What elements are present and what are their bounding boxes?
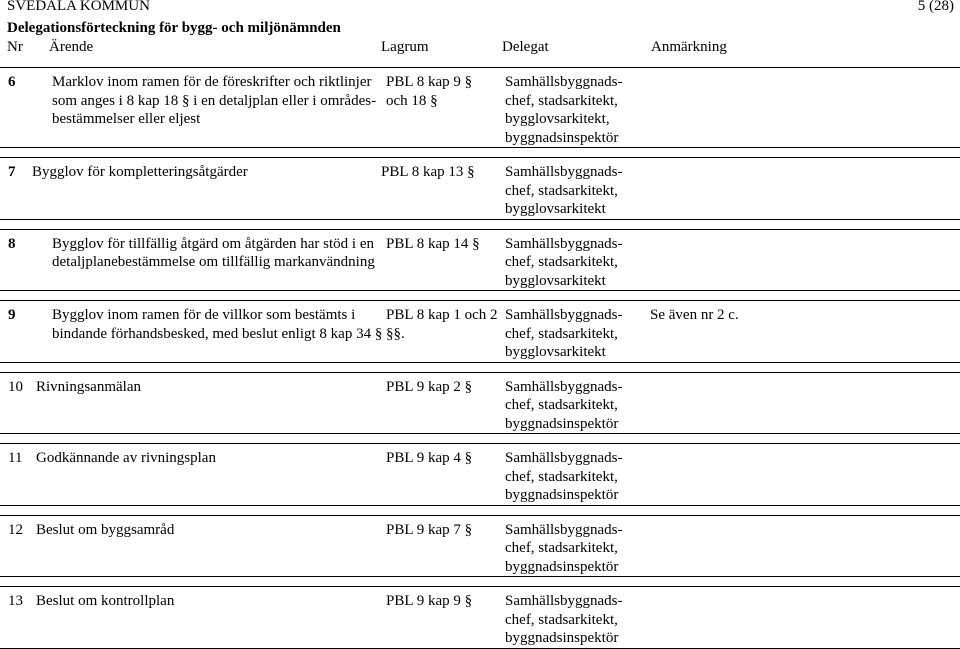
cell-nr-line: 9 bbox=[8, 307, 16, 323]
cell-delegat-line: chef, stadsarkitekt, bbox=[505, 92, 618, 109]
cell-arende-line: detaljplanebestämmelse om tillfällig markanvändning bbox=[52, 254, 375, 270]
cell-delegat-line: chef, stadsarkitekt, bbox=[505, 611, 618, 628]
cell-arende-line: Bygglov för kompletteringsåtgärder bbox=[32, 164, 248, 180]
row-spacer bbox=[0, 434, 960, 444]
column-header-lagrum: Lagrum bbox=[381, 39, 429, 55]
cell-lagrum-line: §§. bbox=[386, 325, 405, 342]
cell-arende bbox=[36, 372, 370, 434]
cell-nr-line: 10 bbox=[8, 378, 23, 395]
cell-delegat-line: chef, stadsarkitekt, bbox=[505, 325, 618, 342]
organization-name: SVEDALA KOMMUN bbox=[7, 0, 150, 14]
row-spacer bbox=[0, 362, 960, 372]
cell-delegat-line: chef, stadsarkitekt, bbox=[505, 397, 618, 413]
cell-delegat-line: byggnadsinspektör bbox=[505, 630, 619, 646]
row-spacer bbox=[0, 291, 960, 301]
cell-nr bbox=[8, 229, 52, 291]
cell-delegat-line: Samhällsbyggnads- bbox=[505, 593, 623, 609]
cell-nr-line: 11 bbox=[8, 450, 23, 466]
cell-delegat-line: chef, stadsarkitekt, bbox=[505, 254, 618, 270]
cell-delegat bbox=[505, 301, 650, 363]
row-margin bbox=[0, 372, 8, 434]
cell-arende bbox=[36, 587, 370, 649]
cell-arende bbox=[36, 444, 370, 506]
cell-arende bbox=[32, 158, 366, 220]
cell-anmarkning bbox=[650, 158, 960, 220]
cell-arende-line: Godkännande av rivningsplan bbox=[36, 450, 216, 466]
cell-delegat-line: bygglovsarkitekt, bbox=[505, 111, 610, 127]
cell-arende-line: Bygglov för tillfällig åtgärd om åtgärden har stöd i en bbox=[52, 235, 375, 252]
document-title: Delegationsförteckning för bygg- och miljönämnden bbox=[7, 20, 341, 36]
row-spacer bbox=[0, 219, 960, 229]
cell-lagrum bbox=[386, 515, 505, 577]
cell-arende-line: som anges i 8 kap 18 § i en detaljplan eller i områdes- bbox=[52, 92, 377, 109]
cell-arende bbox=[52, 68, 386, 148]
column-header-nr: Nr bbox=[7, 39, 23, 55]
cell-lagrum bbox=[386, 372, 505, 434]
cell-delegat bbox=[505, 372, 650, 434]
cell-delegat-line: chef, stadsarkitekt, bbox=[505, 540, 618, 556]
cell-nr-line: 7 bbox=[8, 164, 16, 180]
cell-lagrum bbox=[386, 68, 505, 148]
cell-anmarkning bbox=[650, 587, 960, 649]
cell-lagrum-line: PBL 9 kap 9 § bbox=[386, 593, 473, 609]
cell-delegat-line: byggnadsinspektör bbox=[505, 558, 619, 575]
delegation-table bbox=[0, 67, 960, 649]
cell-lagrum-line: PBL 8 kap 13 § bbox=[381, 164, 475, 180]
cell-lagrum bbox=[386, 229, 505, 291]
cell-delegat-line: byggnadsinspektör bbox=[505, 415, 619, 432]
cell-lagrum bbox=[386, 301, 505, 363]
cell-lagrum-line: PBL 8 kap 1 och 2 bbox=[386, 307, 498, 323]
row-margin bbox=[0, 229, 8, 291]
cell-delegat-line: chef, stadsarkitekt, bbox=[505, 182, 618, 199]
cell-delegat-line: bygglovsarkitekt bbox=[505, 344, 606, 360]
table-row bbox=[0, 68, 960, 148]
cell-nr-line: 12 bbox=[8, 521, 23, 538]
cell-lagrum-line: PBL 9 kap 7 § bbox=[386, 521, 473, 538]
cell-anmarkning-line: Se även nr 2 c. bbox=[650, 307, 739, 323]
cell-anmarkning bbox=[650, 444, 960, 506]
row-margin bbox=[0, 158, 8, 220]
table-row bbox=[0, 587, 960, 649]
cell-arende-line: Bygglov inom ramen för de villkor som bestämts i bbox=[52, 307, 356, 323]
cell-anmarkning bbox=[650, 301, 960, 363]
cell-delegat-line: Samhällsbyggnads- bbox=[505, 164, 623, 180]
table-row bbox=[0, 301, 960, 363]
cell-delegat-line: chef, stadsarkitekt, bbox=[505, 468, 618, 485]
row-margin bbox=[0, 444, 8, 506]
cell-lagrum-line: PBL 9 kap 2 § bbox=[386, 378, 473, 395]
cell-arende bbox=[36, 515, 370, 577]
table-row bbox=[0, 158, 960, 220]
cell-arende-line: Rivningsanmälan bbox=[36, 378, 141, 395]
row-spacer bbox=[0, 505, 960, 515]
cell-delegat bbox=[505, 68, 650, 148]
cell-lagrum-line: PBL 8 kap 9 § bbox=[386, 74, 473, 90]
row-margin bbox=[0, 587, 8, 649]
cell-delegat bbox=[505, 587, 650, 649]
cell-delegat-line: Samhällsbyggnads- bbox=[505, 235, 623, 252]
column-header-anmarkning: Anmärkning bbox=[651, 39, 727, 55]
cell-delegat-line: bygglovsarkitekt bbox=[505, 201, 606, 217]
table-row bbox=[0, 444, 960, 506]
table-row bbox=[0, 515, 960, 577]
cell-lagrum-line: PBL 8 kap 14 § bbox=[386, 235, 480, 252]
cell-delegat bbox=[505, 229, 650, 291]
row-margin bbox=[0, 301, 8, 363]
cell-arende-line: Beslut om kontrollplan bbox=[36, 593, 175, 609]
cell-arende bbox=[52, 229, 386, 291]
cell-arende-line: Beslut om byggsamråd bbox=[36, 521, 175, 538]
cell-delegat-line: Samhällsbyggnads- bbox=[505, 307, 623, 323]
cell-delegat-line: Samhällsbyggnads- bbox=[505, 74, 623, 90]
cell-delegat-line: byggnadsinspektör bbox=[505, 487, 619, 503]
cell-anmarkning bbox=[650, 68, 960, 148]
cell-nr-line: 6 bbox=[8, 74, 16, 90]
cell-arende bbox=[52, 301, 386, 363]
cell-delegat-line: Samhällsbyggnads- bbox=[505, 378, 623, 395]
cell-anmarkning bbox=[650, 515, 960, 577]
cell-delegat-line: Samhällsbyggnads- bbox=[505, 521, 623, 538]
cell-anmarkning bbox=[650, 372, 960, 434]
cell-lagrum bbox=[381, 158, 500, 220]
table-row bbox=[0, 229, 960, 291]
cell-nr bbox=[8, 68, 52, 148]
cell-arende-line: Marklov inom ramen för de föreskrifter och riktlinjer bbox=[52, 74, 372, 90]
cell-anmarkning bbox=[650, 229, 960, 291]
column-header-delegat: Delegat bbox=[502, 39, 549, 55]
cell-lagrum bbox=[386, 444, 505, 506]
row-spacer bbox=[0, 577, 960, 587]
cell-delegat-line: byggnadsinspektör bbox=[505, 129, 619, 146]
cell-delegat-line: Samhällsbyggnads- bbox=[505, 450, 623, 466]
cell-nr-line: 13 bbox=[8, 593, 23, 609]
table-row bbox=[0, 372, 960, 434]
cell-arende-line: bindande förhandsbesked, med beslut enligt 8 kap 34 § bbox=[52, 325, 383, 342]
cell-lagrum-line: och 18 § bbox=[386, 92, 438, 109]
row-margin bbox=[0, 515, 8, 577]
page-number: 5 (28) bbox=[917, 0, 954, 14]
cell-lagrum-line: PBL 9 kap 4 § bbox=[386, 450, 473, 466]
row-margin bbox=[0, 68, 8, 148]
cell-arende-line: bestämmelser eller eljest bbox=[52, 111, 201, 127]
cell-nr-line: 8 bbox=[8, 235, 16, 252]
cell-lagrum bbox=[386, 587, 505, 649]
cell-delegat bbox=[505, 444, 650, 506]
cell-delegat-line: bygglovsarkitekt bbox=[505, 272, 606, 289]
cell-delegat bbox=[505, 515, 650, 577]
cell-nr bbox=[8, 301, 52, 363]
cell-delegat bbox=[505, 158, 650, 220]
column-header-arende: Ärende bbox=[49, 39, 94, 55]
row-spacer bbox=[0, 148, 960, 158]
